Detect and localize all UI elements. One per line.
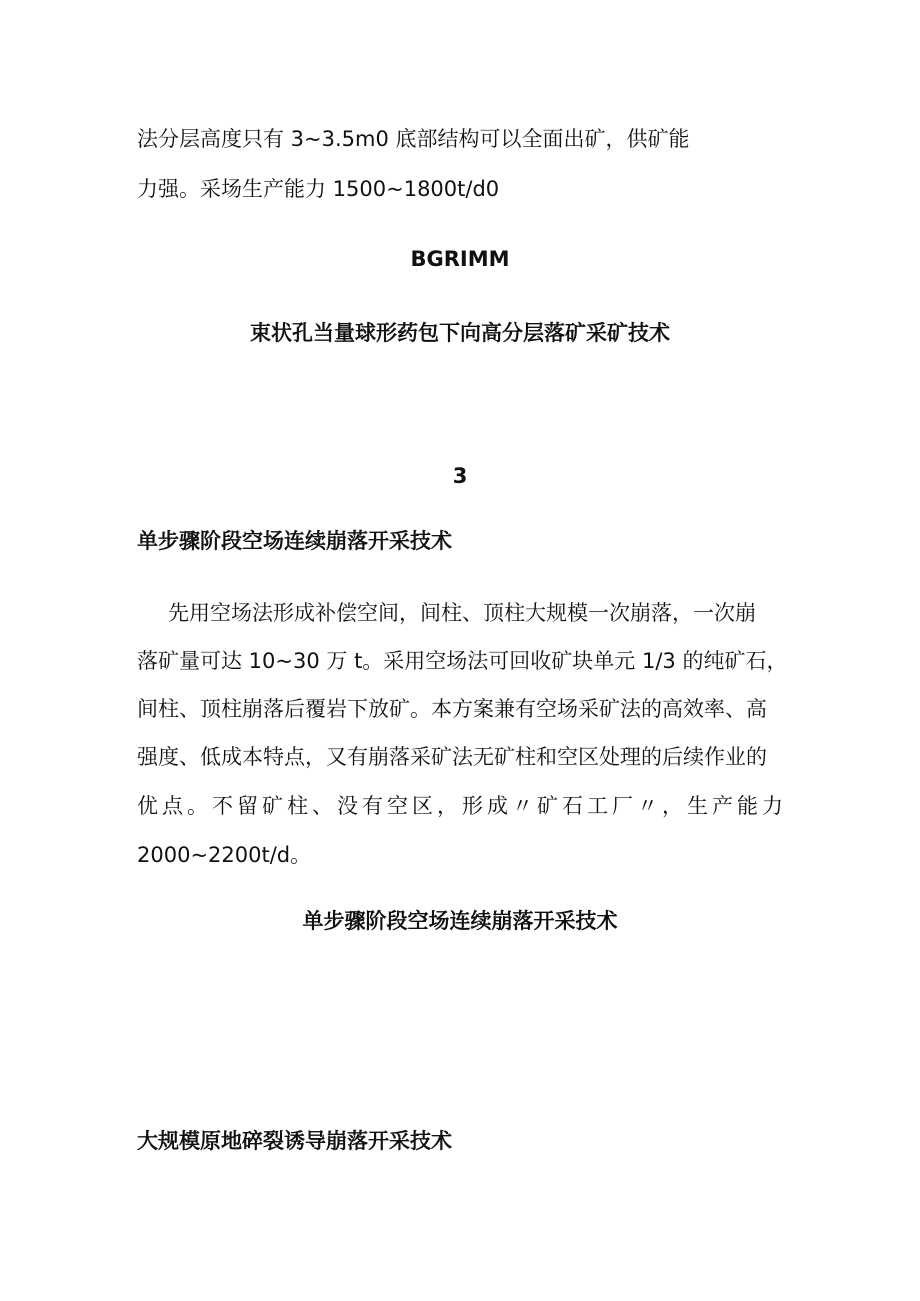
paragraph-line: 法分层高度只有 3~3.5m0 底部结构可以全面出矿，供矿能: [137, 127, 690, 151]
paragraph-line: 强度、低成本特点，又有崩落采矿法无矿柱和空区处理的后续作业的: [137, 745, 767, 769]
figure-label-bgrimm: BGRIMM: [410, 247, 510, 271]
paragraph-line: 2000~2200t/d。: [137, 843, 312, 867]
paragraph-line: 先用空场法形成补偿空间，间柱、顶柱大规模一次崩落，一次崩: [168, 601, 756, 625]
figure-caption: 束状孔当量球形药包下向高分层落矿采矿技术: [250, 321, 670, 345]
section-number: 3: [452, 464, 468, 488]
figure-caption: 单步骤阶段空场连续崩落开采技术: [302, 909, 618, 933]
section-heading: 单步骤阶段空场连续崩落开采技术: [137, 529, 452, 553]
paragraph-line: 力强。采场生产能力 1500~1800t/d0: [137, 177, 500, 201]
section-heading: 大规模原地碎裂诱导崩落开采技术: [137, 1129, 452, 1153]
paragraph-line: 落矿量可达 10~30 万 t。采用空场法可回收矿块单元 1/3 的纯矿石，: [137, 649, 788, 673]
paragraph-line: 间柱、顶柱崩落后覆岩下放矿。本方案兼有空场采矿法的高效率、高: [137, 697, 767, 721]
paragraph-line: 优点。不留矿柱、没有空区，形成〃矿石工厂〃，生产能力: [137, 794, 783, 818]
